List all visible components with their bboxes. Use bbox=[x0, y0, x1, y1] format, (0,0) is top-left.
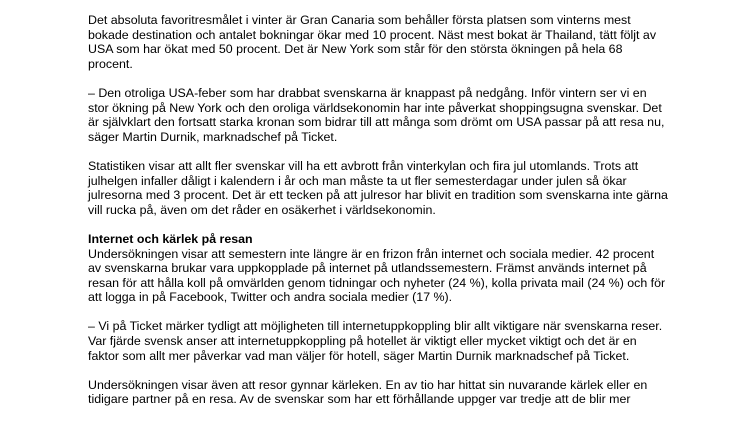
paragraph-christmas-travel: Statistiken visar att allt fler svenskar vill ha ett avbrott från vinterkylan och fira jul utomlands. Trots att julhelgen infaller dåligt i kalendern i år och man måste ta ut fler semesterdagar under julen så ökar julresorna med 3 procent. Det är ett tecken på att julresor har blivit en tradition som svenskarna inte gärna vill rucka på, även om det råder en osäkerhet i världsekonomin. bbox=[88, 158, 668, 217]
paragraph-usa-quote: – Den otroliga USA-feber som har drabbat svenskarna är knappast på nedgång. Inför vintern ser vi en stor ökning på New York och den oroliga världsekonomin har inte påverkat shoppingsugna svenskar. Det är självklart den fortsatt starka kronan som bidrar till att många som drömt om USA passar på att resa nu, säger Martin Durnik, marknadschef på Ticket. bbox=[88, 85, 665, 144]
paragraph-ticket-quote: – Vi på Ticket märker tydligt att möjligheten till internetuppkoppling blir allt viktigare när svenskarna reser. Var fjärde svensk anser att internetuppkoppling på hotellet är viktigt eller mycket viktigt och det är en faktor som allt mer påverkar vad man väljer för hotell, säger Martin Durnik marknadschef på Ticket. bbox=[88, 319, 663, 363]
paragraph-destinations: Det absoluta favoritresmålet i vinter är Gran Canaria som behåller första platsen som vinterns mest bokade destination och antalet bokningar ökar med 10 procent. Näst mest bokat är Thailand, tätt följt av USA som har ökat med 50 procent. Det är New York som står för den största ökningen på hela 68 procent. bbox=[88, 13, 657, 71]
document-page bbox=[88, 13, 668, 422]
paragraph-love-travel: Undersökningen visar även att resor gynnar kärleken. En av tio har hittat sin nuvarande kärlek eller en tidigare partner på en resa. Av de svenskar som har ett förhållande uppger var tredje att de blir mer bbox=[88, 377, 648, 407]
paragraph-internet-usage: Undersökningen visar att semestern inte längre är en frizon från internet och sociala medier. 42 procent av svenskarna brukar vara uppkopplade på internet på utlandssemestern. Främst används internet på resan för att hålla koll på omvärlden genom tidningar och nyheter (24 %), kolla privata mail (24 %) och för att logga in på Facebook, Twitter och andra sociala medier (17 %). bbox=[88, 246, 666, 305]
section-heading: Internet och kärlek på resan bbox=[88, 231, 253, 246]
